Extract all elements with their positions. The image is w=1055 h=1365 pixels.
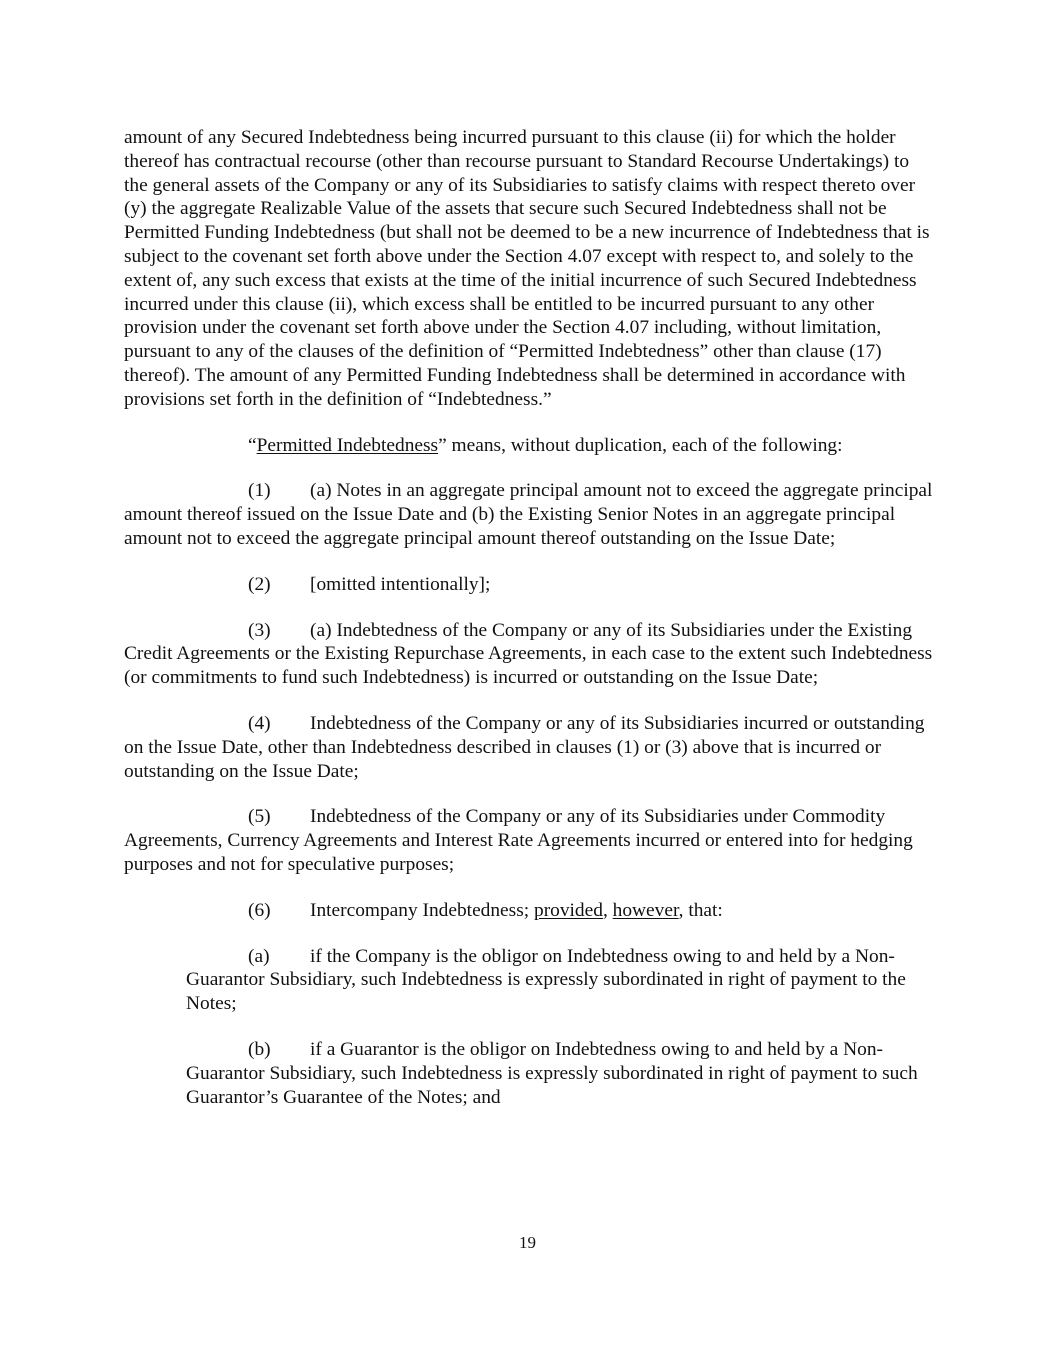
clause-5 (124, 805, 935, 876)
clause-number: (5) (248, 806, 271, 828)
clause-4 (124, 712, 935, 783)
clause-2 (124, 573, 935, 597)
permitted-indebtedness-definition: “Permitted Indebtedness” means, without duplication, each of the following: (248, 434, 843, 456)
clause-number: (4) (248, 712, 271, 734)
clause-text: Indebtedness of the Company or any of its Subsidiaries incurred or outstanding on the Issue Date, other than Indebtedness described in clauses (1) or (3) above that is incurred or outstanding on the Issue Date; (124, 712, 925, 782)
subclause-text: if the Company is the obligor on Indebtedness owing to and held by a Non-Guarantor Subsidiary, such Indebtedness is expressly subordinated in right of payment to the Notes; (186, 945, 906, 1015)
subclause-number: (a) (248, 945, 270, 967)
subclause-a (186, 945, 935, 1016)
clause-text: [omitted intentionally]; (310, 573, 491, 595)
provided-term: provided (534, 899, 603, 921)
subclause-b (186, 1038, 935, 1109)
however-term: however (612, 899, 679, 921)
clause-number: (3) (248, 619, 271, 641)
subclause-number: (b) (248, 1038, 271, 1060)
page-number: 19 (519, 1233, 536, 1252)
clause-3 (124, 619, 935, 690)
clause-1 (124, 479, 935, 550)
defined-term: Permitted Indebtedness (256, 434, 439, 456)
clause-text: Indebtedness of the Company or any of its Subsidiaries under Commodity Agreements, Currency Agreements and Interest Rate Agreements incurred or entered into for hedging purposes and not for speculative purposes; (124, 806, 913, 875)
clause-text: (a) Indebtedness of the Company or any of its Subsidiaries under the Existing Credit Agreements or the Existing Repurchase Agreements, in each case to the extent such Indebtedness (or commitments to fund such Indebtedness) is incurred or outstanding on the Issue Date; (124, 619, 933, 689)
continuation-paragraph: amount of any Secured Indebtedness being incurred pursuant to this clause (ii) for which the holder thereof has contractual recourse (other than recourse pursuant to Standard Recourse Undertakings) to the general assets of the Company or any of its Subsidiaries to satisfy claims with respect thereto over (y) the aggregate Realizable Value of the assets that secure such Secured Indebtedness shall not be Permitted Funding Indebtedness (but shall not be deemed to be a new incurrence of Indebtedness that is subject to the covenant set forth above under the Section 4.07 except with respect to, and solely to the extent of, any such excess that exists at the time of the initial incurrence of such Secured Indebtedness incurred under this clause (ii), which excess shall be entitled to be incurred pursuant to any other provision under the covenant set forth above under the Section 4.07 including, without limitation, pursuant to any of the clauses of the definition of “Permitted Indebtedness” other than clause (17) thereof). The amount of any Permitted Funding Indebtedness shall be determined in accordance with provisions set forth in the definition of “Indebtedness.” (124, 127, 930, 410)
clause-number: (6) (248, 899, 271, 921)
subclause-text: if a Guarantor is the obligor on Indebtedness owing to and held by a Non-Guarantor Subsidiary, such Indebtedness is expressly subordinated in right of payment to such Guarantor’s Guarantee of the Notes; and (186, 1038, 918, 1108)
clause-number: (1) (248, 480, 271, 502)
clause-text: (a) Notes in an aggregate principal amount not to exceed the aggregate principal amount thereof issued on the Issue Date and (b) the Existing Senior Notes in an aggregate principal amount not to exceed the aggregate principal amount thereof outstanding on the Issue Date; (124, 480, 933, 549)
clause-6: (6) Intercompany Indebtedness; provided, however, that: (248, 899, 723, 921)
clause-number: (2) (248, 573, 271, 595)
